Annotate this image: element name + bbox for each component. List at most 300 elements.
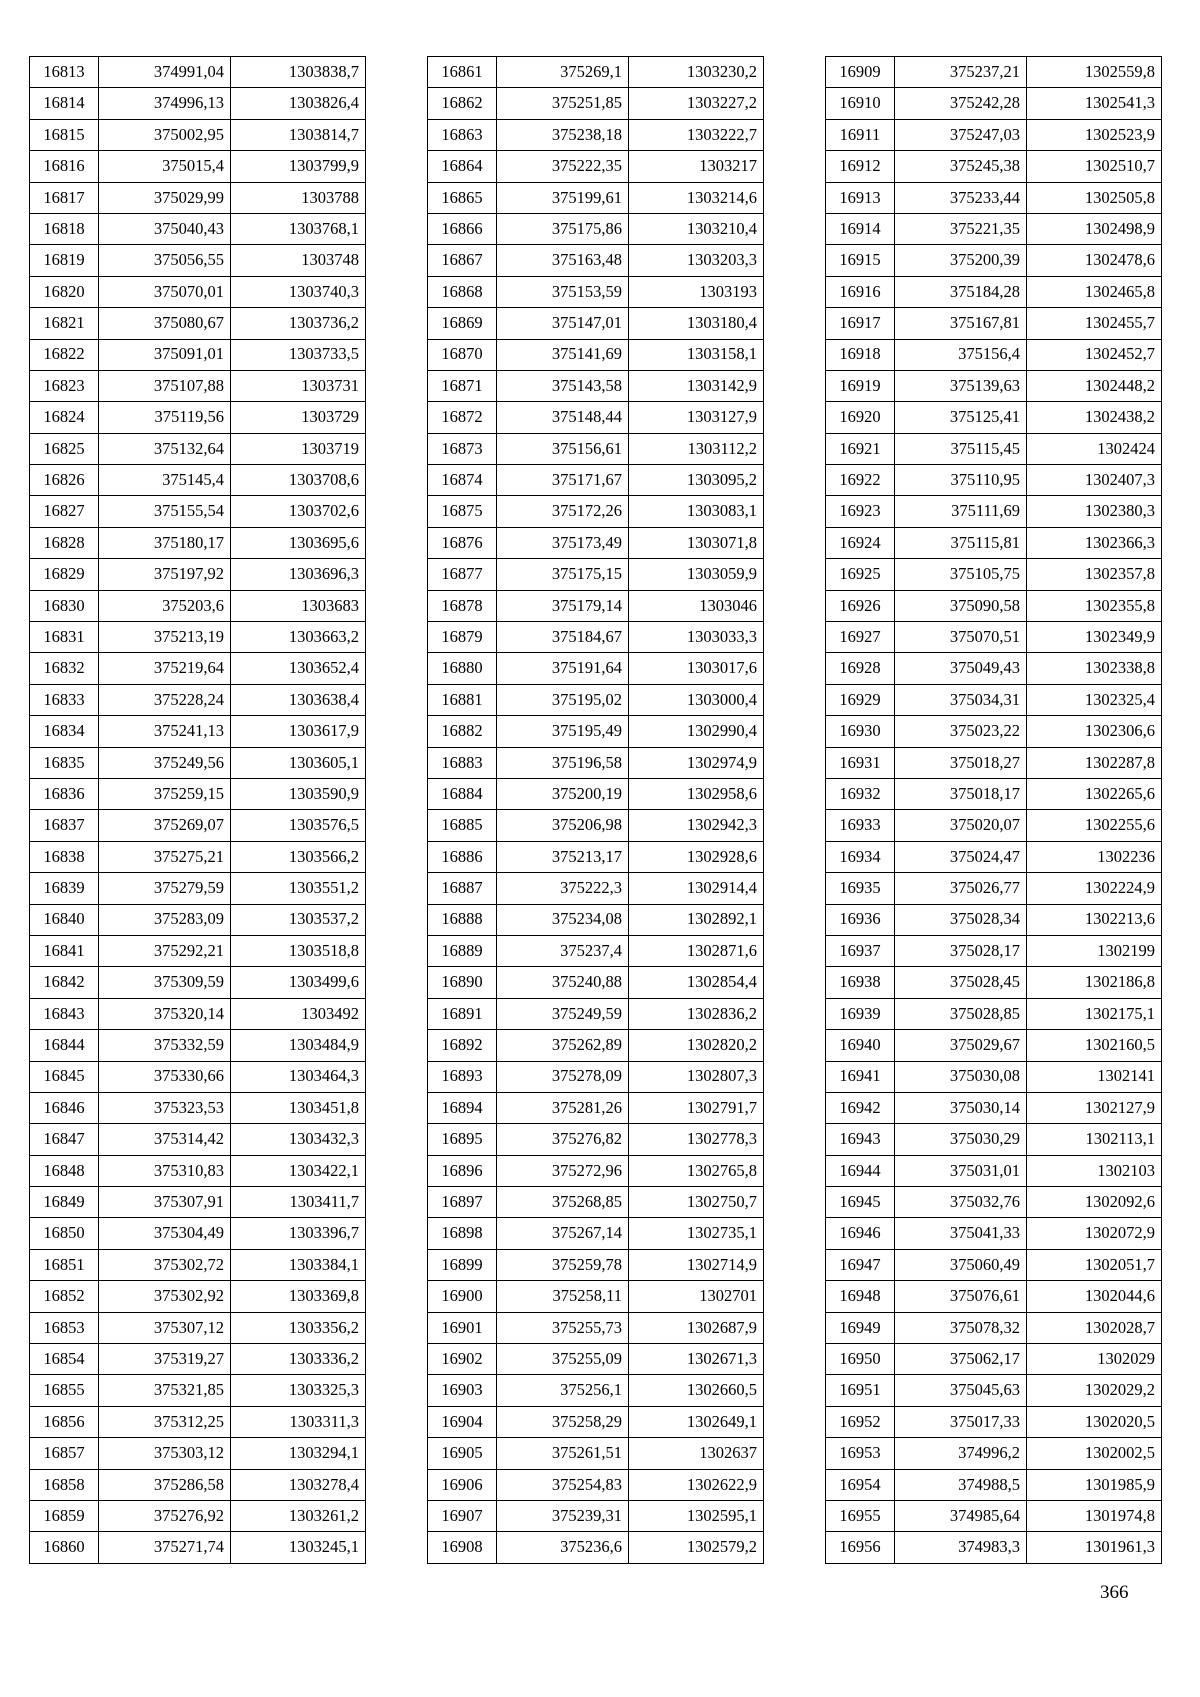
point-number-cell: 16897 — [428, 1187, 497, 1218]
point-number-cell: 16839 — [30, 873, 99, 904]
y-coordinate-cell: 1303222,7 — [629, 119, 764, 150]
x-coordinate-cell: 375276,92 — [99, 1500, 231, 1531]
x-coordinate-cell: 375002,95 — [99, 119, 231, 150]
x-coordinate-cell: 375195,02 — [497, 684, 629, 715]
y-coordinate-cell: 1302338,8 — [1027, 653, 1162, 684]
y-coordinate-cell: 1302325,4 — [1027, 684, 1162, 715]
x-coordinate-cell: 375031,01 — [895, 1155, 1027, 1186]
point-number-cell: 16917 — [826, 308, 895, 339]
point-number-cell: 16877 — [428, 559, 497, 590]
table-row — [826, 1532, 1162, 1563]
x-coordinate-cell: 375268,85 — [497, 1187, 629, 1218]
table-row — [30, 716, 366, 747]
x-coordinate-cell: 374996,13 — [99, 88, 231, 119]
x-coordinate-cell: 375028,45 — [895, 967, 1027, 998]
point-number-cell: 16912 — [826, 151, 895, 182]
y-coordinate-cell: 1303000,4 — [629, 684, 764, 715]
x-coordinate-cell: 375028,85 — [895, 998, 1027, 1029]
y-coordinate-cell: 1302871,6 — [629, 935, 764, 966]
x-coordinate-cell: 375143,58 — [497, 370, 629, 401]
table-row — [30, 1249, 366, 1280]
x-coordinate-cell: 375032,76 — [895, 1187, 1027, 1218]
x-coordinate-cell: 375148,44 — [497, 402, 629, 433]
table-row — [826, 1061, 1162, 1092]
table-row — [428, 590, 764, 621]
x-coordinate-cell: 375049,43 — [895, 653, 1027, 684]
table-row — [826, 402, 1162, 433]
y-coordinate-cell: 1303518,8 — [231, 935, 366, 966]
y-coordinate-cell: 1302990,4 — [629, 716, 764, 747]
point-number-cell: 16943 — [826, 1124, 895, 1155]
y-coordinate-cell: 1302701 — [629, 1281, 764, 1312]
y-coordinate-cell: 1303203,3 — [629, 245, 764, 276]
point-number-cell: 16819 — [30, 245, 99, 276]
y-coordinate-cell: 1303071,8 — [629, 527, 764, 558]
point-number-cell: 16898 — [428, 1218, 497, 1249]
table-row — [428, 57, 764, 88]
x-coordinate-cell: 375195,49 — [497, 716, 629, 747]
point-number-cell: 16881 — [428, 684, 497, 715]
table-row — [30, 1124, 366, 1155]
point-number-cell: 16831 — [30, 622, 99, 653]
x-coordinate-cell: 375091,01 — [99, 339, 231, 370]
point-number-cell: 16861 — [428, 57, 497, 88]
x-coordinate-cell: 374996,2 — [895, 1438, 1027, 1469]
y-coordinate-cell: 1302306,6 — [1027, 716, 1162, 747]
y-coordinate-cell: 1302579,2 — [629, 1532, 764, 1563]
y-coordinate-cell: 1303369,8 — [231, 1281, 366, 1312]
table-row — [30, 1092, 366, 1123]
y-coordinate-cell: 1302452,7 — [1027, 339, 1162, 370]
table-row — [428, 1312, 764, 1343]
x-coordinate-cell: 375254,83 — [497, 1469, 629, 1500]
point-number-cell: 16910 — [826, 88, 895, 119]
y-coordinate-cell: 1303663,2 — [231, 622, 366, 653]
point-number-cell: 16815 — [30, 119, 99, 150]
y-coordinate-cell: 1303432,3 — [231, 1124, 366, 1155]
point-number-cell: 16934 — [826, 841, 895, 872]
y-coordinate-cell: 1302236 — [1027, 841, 1162, 872]
y-coordinate-cell: 1303193 — [629, 276, 764, 307]
point-number-cell: 16850 — [30, 1218, 99, 1249]
table-row — [428, 873, 764, 904]
x-coordinate-cell: 375041,33 — [895, 1218, 1027, 1249]
y-coordinate-cell: 1303729 — [231, 402, 366, 433]
x-coordinate-cell: 375200,39 — [895, 245, 1027, 276]
table-row — [428, 465, 764, 496]
x-coordinate-cell: 375163,48 — [497, 245, 629, 276]
y-coordinate-cell: 1303210,4 — [629, 213, 764, 244]
x-coordinate-cell: 375238,18 — [497, 119, 629, 150]
y-coordinate-cell: 1301974,8 — [1027, 1500, 1162, 1531]
table-row — [30, 1375, 366, 1406]
table-row — [428, 653, 764, 684]
x-coordinate-cell: 375115,45 — [895, 433, 1027, 464]
table-row — [428, 716, 764, 747]
y-coordinate-cell: 1303617,9 — [231, 716, 366, 747]
x-coordinate-cell: 375034,31 — [895, 684, 1027, 715]
y-coordinate-cell: 1302175,1 — [1027, 998, 1162, 1029]
table-row — [826, 276, 1162, 307]
table-row — [30, 245, 366, 276]
table-row — [826, 1500, 1162, 1531]
point-number-cell: 16858 — [30, 1469, 99, 1500]
x-coordinate-cell: 375180,17 — [99, 527, 231, 558]
point-number-cell: 16891 — [428, 998, 497, 1029]
table-row — [826, 213, 1162, 244]
point-number-cell: 16848 — [30, 1155, 99, 1186]
table-row — [428, 151, 764, 182]
y-coordinate-cell: 1302349,9 — [1027, 622, 1162, 653]
table-body — [30, 57, 366, 1564]
y-coordinate-cell: 1303127,9 — [629, 402, 764, 433]
x-coordinate-cell: 375258,11 — [497, 1281, 629, 1312]
x-coordinate-cell: 375269,1 — [497, 57, 629, 88]
x-coordinate-cell: 375249,56 — [99, 747, 231, 778]
x-coordinate-cell: 375139,63 — [895, 370, 1027, 401]
point-number-cell: 16948 — [826, 1281, 895, 1312]
point-number-cell: 16947 — [826, 1249, 895, 1280]
y-coordinate-cell: 1302791,7 — [629, 1092, 764, 1123]
point-number-cell: 16931 — [826, 747, 895, 778]
x-coordinate-cell: 375219,64 — [99, 653, 231, 684]
x-coordinate-cell: 375278,09 — [497, 1061, 629, 1092]
point-number-cell: 16914 — [826, 213, 895, 244]
point-number-cell: 16888 — [428, 904, 497, 935]
table-row — [428, 1124, 764, 1155]
table-row — [30, 1312, 366, 1343]
x-coordinate-cell: 375233,44 — [895, 182, 1027, 213]
point-number-cell: 16843 — [30, 998, 99, 1029]
x-coordinate-cell: 375242,28 — [895, 88, 1027, 119]
x-coordinate-cell: 375184,67 — [497, 622, 629, 653]
point-number-cell: 16922 — [826, 465, 895, 496]
table-row — [30, 904, 366, 935]
x-coordinate-cell: 375206,98 — [497, 810, 629, 841]
x-coordinate-cell: 375237,21 — [895, 57, 1027, 88]
point-number-cell: 16902 — [428, 1344, 497, 1375]
x-coordinate-cell: 375307,91 — [99, 1187, 231, 1218]
y-coordinate-cell: 1302778,3 — [629, 1124, 764, 1155]
x-coordinate-cell: 375020,07 — [895, 810, 1027, 841]
x-coordinate-cell: 375255,09 — [497, 1344, 629, 1375]
point-number-cell: 16885 — [428, 810, 497, 841]
y-coordinate-cell: 1302020,5 — [1027, 1406, 1162, 1437]
point-number-cell: 16873 — [428, 433, 497, 464]
table-row — [30, 119, 366, 150]
x-coordinate-cell: 375332,59 — [99, 1030, 231, 1061]
table-row — [428, 1375, 764, 1406]
x-coordinate-cell: 375040,43 — [99, 213, 231, 244]
table-row — [30, 1187, 366, 1218]
y-coordinate-cell: 1303059,9 — [629, 559, 764, 590]
x-coordinate-cell: 375156,4 — [895, 339, 1027, 370]
table-body — [826, 57, 1162, 1564]
point-number-cell: 16846 — [30, 1092, 99, 1123]
table-row — [30, 747, 366, 778]
table-row — [826, 1344, 1162, 1375]
x-coordinate-cell: 375275,21 — [99, 841, 231, 872]
point-number-cell: 16919 — [826, 370, 895, 401]
x-coordinate-cell: 375271,74 — [99, 1532, 231, 1563]
y-coordinate-cell: 1302213,6 — [1027, 904, 1162, 935]
y-coordinate-cell: 1302671,3 — [629, 1344, 764, 1375]
y-coordinate-cell: 1302836,2 — [629, 998, 764, 1029]
x-coordinate-cell: 375258,29 — [497, 1406, 629, 1437]
x-coordinate-cell: 375070,51 — [895, 622, 1027, 653]
point-number-cell: 16915 — [826, 245, 895, 276]
x-coordinate-cell: 375213,17 — [497, 841, 629, 872]
y-coordinate-cell: 1303230,2 — [629, 57, 764, 88]
x-coordinate-cell: 375030,08 — [895, 1061, 1027, 1092]
table-row — [428, 1438, 764, 1469]
x-coordinate-cell: 375062,17 — [895, 1344, 1027, 1375]
x-coordinate-cell: 375029,99 — [99, 182, 231, 213]
x-coordinate-cell: 375078,32 — [895, 1312, 1027, 1343]
y-coordinate-cell: 1303605,1 — [231, 747, 366, 778]
y-coordinate-cell: 1303736,2 — [231, 308, 366, 339]
table-row — [826, 245, 1162, 276]
x-coordinate-cell: 375132,64 — [99, 433, 231, 464]
table-row — [30, 213, 366, 244]
point-number-cell: 16880 — [428, 653, 497, 684]
x-coordinate-cell: 375070,01 — [99, 276, 231, 307]
y-coordinate-cell: 1302892,1 — [629, 904, 764, 935]
x-coordinate-cell: 374988,5 — [895, 1469, 1027, 1500]
table-row — [428, 810, 764, 841]
x-coordinate-cell: 375024,47 — [895, 841, 1027, 872]
point-number-cell: 16893 — [428, 1061, 497, 1092]
table-row — [826, 182, 1162, 213]
x-coordinate-cell: 375245,38 — [895, 151, 1027, 182]
point-number-cell: 16833 — [30, 684, 99, 715]
y-coordinate-cell: 1302357,8 — [1027, 559, 1162, 590]
x-coordinate-cell: 375307,12 — [99, 1312, 231, 1343]
table-row — [826, 88, 1162, 119]
point-number-cell: 16956 — [826, 1532, 895, 1563]
point-number-cell: 16942 — [826, 1092, 895, 1123]
point-number-cell: 16875 — [428, 496, 497, 527]
y-coordinate-cell: 1303411,7 — [231, 1187, 366, 1218]
table-row — [428, 622, 764, 653]
table-row — [826, 653, 1162, 684]
table-row — [428, 88, 764, 119]
point-number-cell: 16813 — [30, 57, 99, 88]
point-number-cell: 16901 — [428, 1312, 497, 1343]
y-coordinate-cell: 1301961,3 — [1027, 1532, 1162, 1563]
y-coordinate-cell: 1302854,4 — [629, 967, 764, 998]
page-number: 366 — [1100, 1582, 1129, 1603]
point-number-cell: 16829 — [30, 559, 99, 590]
y-coordinate-cell: 1303261,2 — [231, 1500, 366, 1531]
x-coordinate-cell: 375171,67 — [497, 465, 629, 496]
table-row — [428, 245, 764, 276]
table-row — [428, 1155, 764, 1186]
y-coordinate-cell: 1303396,7 — [231, 1218, 366, 1249]
point-number-cell: 16952 — [826, 1406, 895, 1437]
table-row — [428, 182, 764, 213]
table-row — [826, 433, 1162, 464]
table-row — [30, 559, 366, 590]
x-coordinate-cell: 375175,15 — [497, 559, 629, 590]
x-coordinate-cell: 375279,59 — [99, 873, 231, 904]
table-row — [30, 182, 366, 213]
table-row — [826, 684, 1162, 715]
y-coordinate-cell: 1302072,9 — [1027, 1218, 1162, 1249]
point-number-cell: 16828 — [30, 527, 99, 558]
y-coordinate-cell: 1303695,6 — [231, 527, 366, 558]
point-number-cell: 16920 — [826, 402, 895, 433]
x-coordinate-cell: 375153,59 — [497, 276, 629, 307]
point-number-cell: 16865 — [428, 182, 497, 213]
table-row — [30, 1281, 366, 1312]
y-coordinate-cell: 1303294,1 — [231, 1438, 366, 1469]
y-coordinate-cell: 1303838,7 — [231, 57, 366, 88]
point-number-cell: 16879 — [428, 622, 497, 653]
table-row — [428, 527, 764, 558]
table-row — [30, 465, 366, 496]
table-row — [30, 308, 366, 339]
point-number-cell: 16928 — [826, 653, 895, 684]
y-coordinate-cell: 1303566,2 — [231, 841, 366, 872]
y-coordinate-cell: 1302914,4 — [629, 873, 764, 904]
point-number-cell: 16908 — [428, 1532, 497, 1563]
point-number-cell: 16900 — [428, 1281, 497, 1312]
y-coordinate-cell: 1302478,6 — [1027, 245, 1162, 276]
y-coordinate-cell: 1303551,2 — [231, 873, 366, 904]
point-number-cell: 16932 — [826, 778, 895, 809]
point-number-cell: 16816 — [30, 151, 99, 182]
x-coordinate-cell: 375018,27 — [895, 747, 1027, 778]
point-number-cell: 16832 — [30, 653, 99, 684]
x-coordinate-cell: 375111,69 — [895, 496, 1027, 527]
point-number-cell: 16944 — [826, 1155, 895, 1186]
x-coordinate-cell: 375026,77 — [895, 873, 1027, 904]
point-number-cell: 16827 — [30, 496, 99, 527]
x-coordinate-cell: 375141,69 — [497, 339, 629, 370]
y-coordinate-cell: 1303033,3 — [629, 622, 764, 653]
x-coordinate-cell: 375321,85 — [99, 1375, 231, 1406]
y-coordinate-cell: 1302265,6 — [1027, 778, 1162, 809]
y-coordinate-cell: 1303740,3 — [231, 276, 366, 307]
x-coordinate-cell: 375173,49 — [497, 527, 629, 558]
point-number-cell: 16871 — [428, 370, 497, 401]
x-coordinate-cell: 375203,6 — [99, 590, 231, 621]
y-coordinate-cell: 1302103 — [1027, 1155, 1162, 1186]
point-number-cell: 16863 — [428, 119, 497, 150]
y-coordinate-cell: 1303422,1 — [231, 1155, 366, 1186]
table-row — [826, 465, 1162, 496]
point-number-cell: 16916 — [826, 276, 895, 307]
x-coordinate-cell: 375262,89 — [497, 1030, 629, 1061]
x-coordinate-cell: 375172,26 — [497, 496, 629, 527]
x-coordinate-cell: 375045,63 — [895, 1375, 1027, 1406]
x-coordinate-cell: 375247,03 — [895, 119, 1027, 150]
x-coordinate-cell: 375304,49 — [99, 1218, 231, 1249]
y-coordinate-cell: 1302942,3 — [629, 810, 764, 841]
point-number-cell: 16896 — [428, 1155, 497, 1186]
point-number-cell: 16845 — [30, 1061, 99, 1092]
table-row — [826, 370, 1162, 401]
x-coordinate-cell: 375310,83 — [99, 1155, 231, 1186]
y-coordinate-cell: 1303245,1 — [231, 1532, 366, 1563]
point-number-cell: 16949 — [826, 1312, 895, 1343]
y-coordinate-cell: 1302687,9 — [629, 1312, 764, 1343]
table-row — [428, 1092, 764, 1123]
y-coordinate-cell: 1302505,8 — [1027, 182, 1162, 213]
point-number-cell: 16926 — [826, 590, 895, 621]
table-row — [30, 1061, 366, 1092]
y-coordinate-cell: 1303590,9 — [231, 778, 366, 809]
y-coordinate-cell: 1303451,8 — [231, 1092, 366, 1123]
x-coordinate-cell: 375056,55 — [99, 245, 231, 276]
point-number-cell: 16866 — [428, 213, 497, 244]
x-coordinate-cell: 375107,88 — [99, 370, 231, 401]
y-coordinate-cell: 1303768,1 — [231, 213, 366, 244]
y-coordinate-cell: 1303748 — [231, 245, 366, 276]
table-row — [428, 1344, 764, 1375]
y-coordinate-cell: 1302255,6 — [1027, 810, 1162, 841]
table-row — [826, 873, 1162, 904]
x-coordinate-cell: 375283,09 — [99, 904, 231, 935]
x-coordinate-cell: 375030,14 — [895, 1092, 1027, 1123]
y-coordinate-cell: 1303142,9 — [629, 370, 764, 401]
x-coordinate-cell: 375017,33 — [895, 1406, 1027, 1437]
table-row — [428, 1218, 764, 1249]
y-coordinate-cell: 1303788 — [231, 182, 366, 213]
x-coordinate-cell: 375175,86 — [497, 213, 629, 244]
y-coordinate-cell: 1302141 — [1027, 1061, 1162, 1092]
y-coordinate-cell: 1302622,9 — [629, 1469, 764, 1500]
x-coordinate-cell: 375222,35 — [497, 151, 629, 182]
point-number-cell: 16824 — [30, 402, 99, 433]
x-coordinate-cell: 375236,6 — [497, 1532, 629, 1563]
point-number-cell: 16941 — [826, 1061, 895, 1092]
x-coordinate-cell: 375319,27 — [99, 1344, 231, 1375]
y-coordinate-cell: 1303492 — [231, 998, 366, 1029]
table-row — [428, 778, 764, 809]
y-coordinate-cell: 1301985,9 — [1027, 1469, 1162, 1500]
table-row — [30, 1155, 366, 1186]
x-coordinate-cell: 375080,67 — [99, 308, 231, 339]
y-coordinate-cell: 1302355,8 — [1027, 590, 1162, 621]
point-number-cell: 16837 — [30, 810, 99, 841]
table-row — [826, 810, 1162, 841]
x-coordinate-cell: 375199,61 — [497, 182, 629, 213]
x-coordinate-cell: 375155,54 — [99, 496, 231, 527]
point-number-cell: 16937 — [826, 935, 895, 966]
y-coordinate-cell: 1302958,6 — [629, 778, 764, 809]
y-coordinate-cell: 1302510,7 — [1027, 151, 1162, 182]
y-coordinate-cell: 1302498,9 — [1027, 213, 1162, 244]
table-row — [826, 1312, 1162, 1343]
point-number-cell: 16869 — [428, 308, 497, 339]
x-coordinate-cell: 375251,85 — [497, 88, 629, 119]
y-coordinate-cell: 1303017,6 — [629, 653, 764, 684]
table-row — [826, 119, 1162, 150]
table-row — [30, 1344, 366, 1375]
point-number-cell: 16874 — [428, 465, 497, 496]
table-row — [826, 998, 1162, 1029]
point-number-cell: 16905 — [428, 1438, 497, 1469]
point-number-cell: 16820 — [30, 276, 99, 307]
table-row — [30, 935, 366, 966]
table-row — [428, 1500, 764, 1531]
y-coordinate-cell: 1302366,3 — [1027, 527, 1162, 558]
point-number-cell: 16867 — [428, 245, 497, 276]
table-row — [826, 622, 1162, 653]
x-coordinate-cell: 375276,82 — [497, 1124, 629, 1155]
